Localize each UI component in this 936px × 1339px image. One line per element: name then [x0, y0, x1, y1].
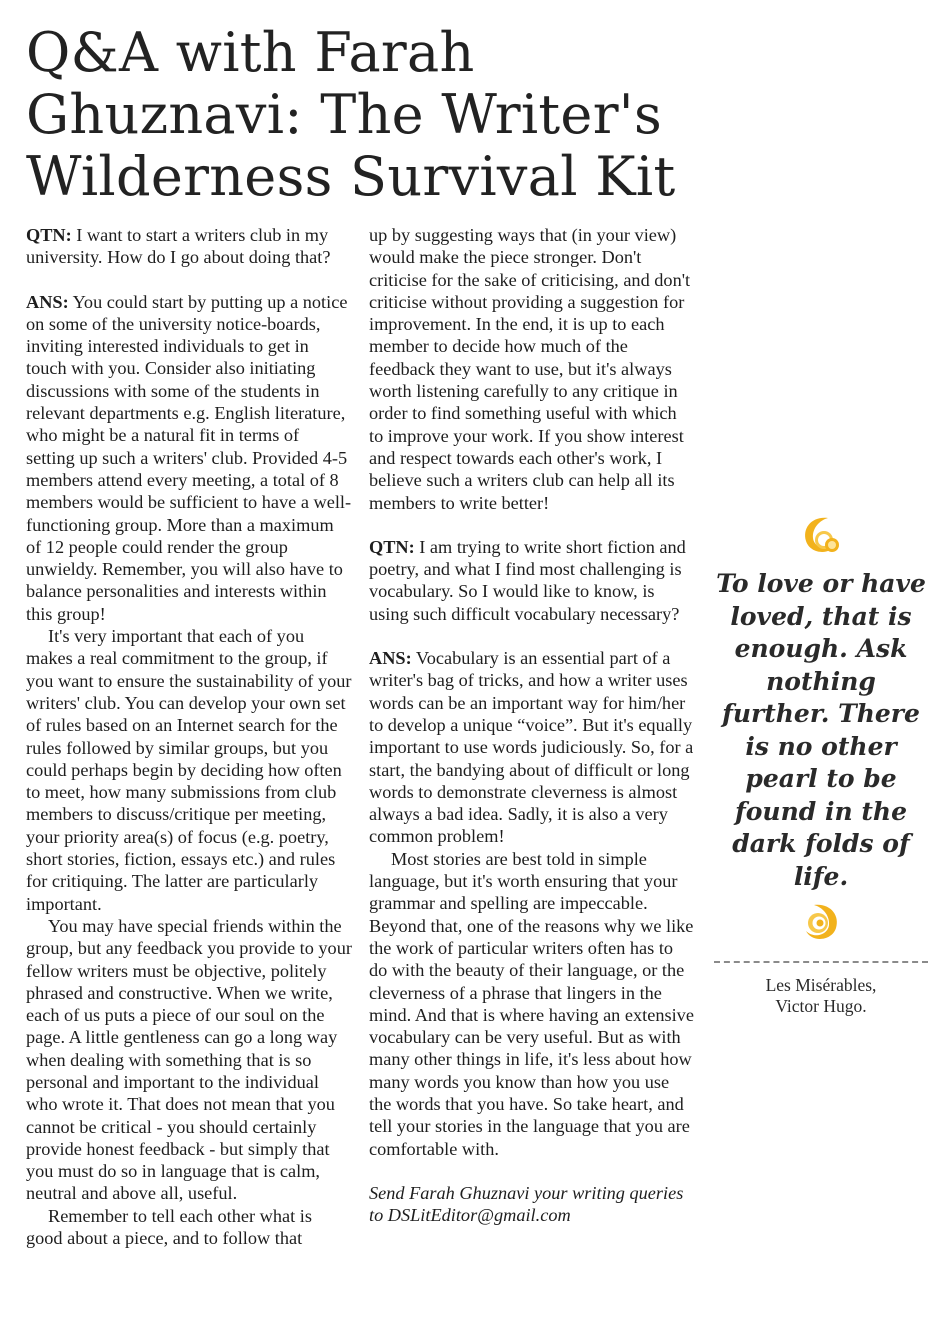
answer-text: You could start by putting up a notice on some of the university notice-boards, inviting interested individuals to get in touch with you. Consider also initiating discussions with some of the students in relevant departments e.g. English literature, who might be a natural fit in terms of setting up such a writers' club. Provided 4-5 members attend every meeting, a total of 8 members would be sufficient to have a well-functioning group. More than a maximum of 12 people could render the group unwieldy. Remember, you will also have to balance personalities and interests within this group! [26, 291, 352, 624]
body-paragraph: up by suggesting ways that (in your view) would make the piece stronger. Don't criticise for the sake of criticising, and don't criticise without providing a suggestion for improvement. In the end, it is up to each member to decide how much of the feedback they want to use, but it's always worth listening carefully to any critique in order to find something useful with which to improve your work. If you show interest and respect towards each other's work, I believe such a writers club can help all its members to write better! [369, 225, 691, 513]
divider [714, 961, 928, 963]
attribution-author: Victor Hugo. [775, 996, 867, 1016]
swirl-ornament-icon [798, 901, 844, 945]
body-paragraph: You may have special friends within the group, but any feedback you provide to your fellow writers must be objective, politely phrased and constructive. When we write, each of us puts a piece of our soul on the page. A little gentleness can go a long way when dealing with something that is so personal and important to the individual who wrote it. That does not mean that you cannot be critical - you should certainly provide honest feedback - but simply that you must do so in language that is calm, neutral and above all, useful. [26, 915, 352, 1204]
pull-quote: To love or have loved, that is enough. Ask nothing further. There is no other pearl to be found in the dark folds of life. [716, 569, 926, 891]
article-column-2 [369, 224, 695, 1226]
body-paragraph: It's very important that each of you makes a real commitment to the group, if you want to ensure the sustainability of your writers' club. You can develop your own set of rules based on an Internet search for the rules followed by similar groups, but you could perhaps begin by deciding how often to meet, how many submissions from club members to discuss/critique per meeting, your priority area(s) of focus (e.g. poetry, short stories, fiction, essays etc.) and rules for critiquing. The latter are particularly important. [26, 626, 352, 914]
body-paragraph: Most stories are best told in simple language, but it's worth ensuring that your grammar and spelling are impeccable. Beyond that, one of the reasons why we like the work of particular writers often has to do with the beauty of their language, or the cleverness of a phrase that lingers in the mind. And that is where having an extensive vocabulary can be very useful. But as with many other things in life, it's less about how many words you know than how you use the words that you have. So take heart, and tell your stories in the language that you are comfortable with. [369, 848, 694, 1159]
swirl-ornament-icon [798, 514, 844, 558]
question-text: I am trying to write short fiction and poetry, and what I find most challenging is vocabulary. So I would like to know, is using such difficult vocabulary necessary? [369, 536, 686, 624]
question-label: QTN: [26, 225, 72, 245]
attribution-source: Les Misérables, [765, 975, 877, 995]
answer-1 [26, 291, 352, 625]
pull-quote-sidebar [710, 514, 932, 1017]
answer-label: ANS: [369, 648, 412, 669]
body-paragraph: Remember to tell each other what is good about a piece, and to follow that [26, 1205, 312, 1249]
question-label: QTN: [369, 536, 415, 557]
answer-2 [369, 647, 695, 848]
answer-text: Vocabulary is an essential part of a writer's bag of tricks, and how a writer uses words can be an important way for him/her to develop a unique “voice”. But it's equally important to use words judiciously. So, for a start, the bandying about of difficult or long words to demonstrate cleverness is almost always a bad idea. Sadly, it is also a very common problem! [369, 648, 694, 847]
article-column-1 [26, 224, 352, 1249]
answer-label: ANS: [26, 291, 69, 312]
article-title: Q&A with Farah Ghuznavi: The Writer's Wilderness Survival Kit [26, 21, 676, 208]
signoff-contact: Send Farah Ghuznavi your writing queries to DSLitEditor@gmail.com [369, 1182, 684, 1226]
quote-attribution [710, 975, 932, 1017]
question-1 [26, 224, 352, 269]
question-2 [369, 536, 695, 625]
question-text: I want to start a writers club in my university. How do I go about doing that? [26, 225, 331, 268]
